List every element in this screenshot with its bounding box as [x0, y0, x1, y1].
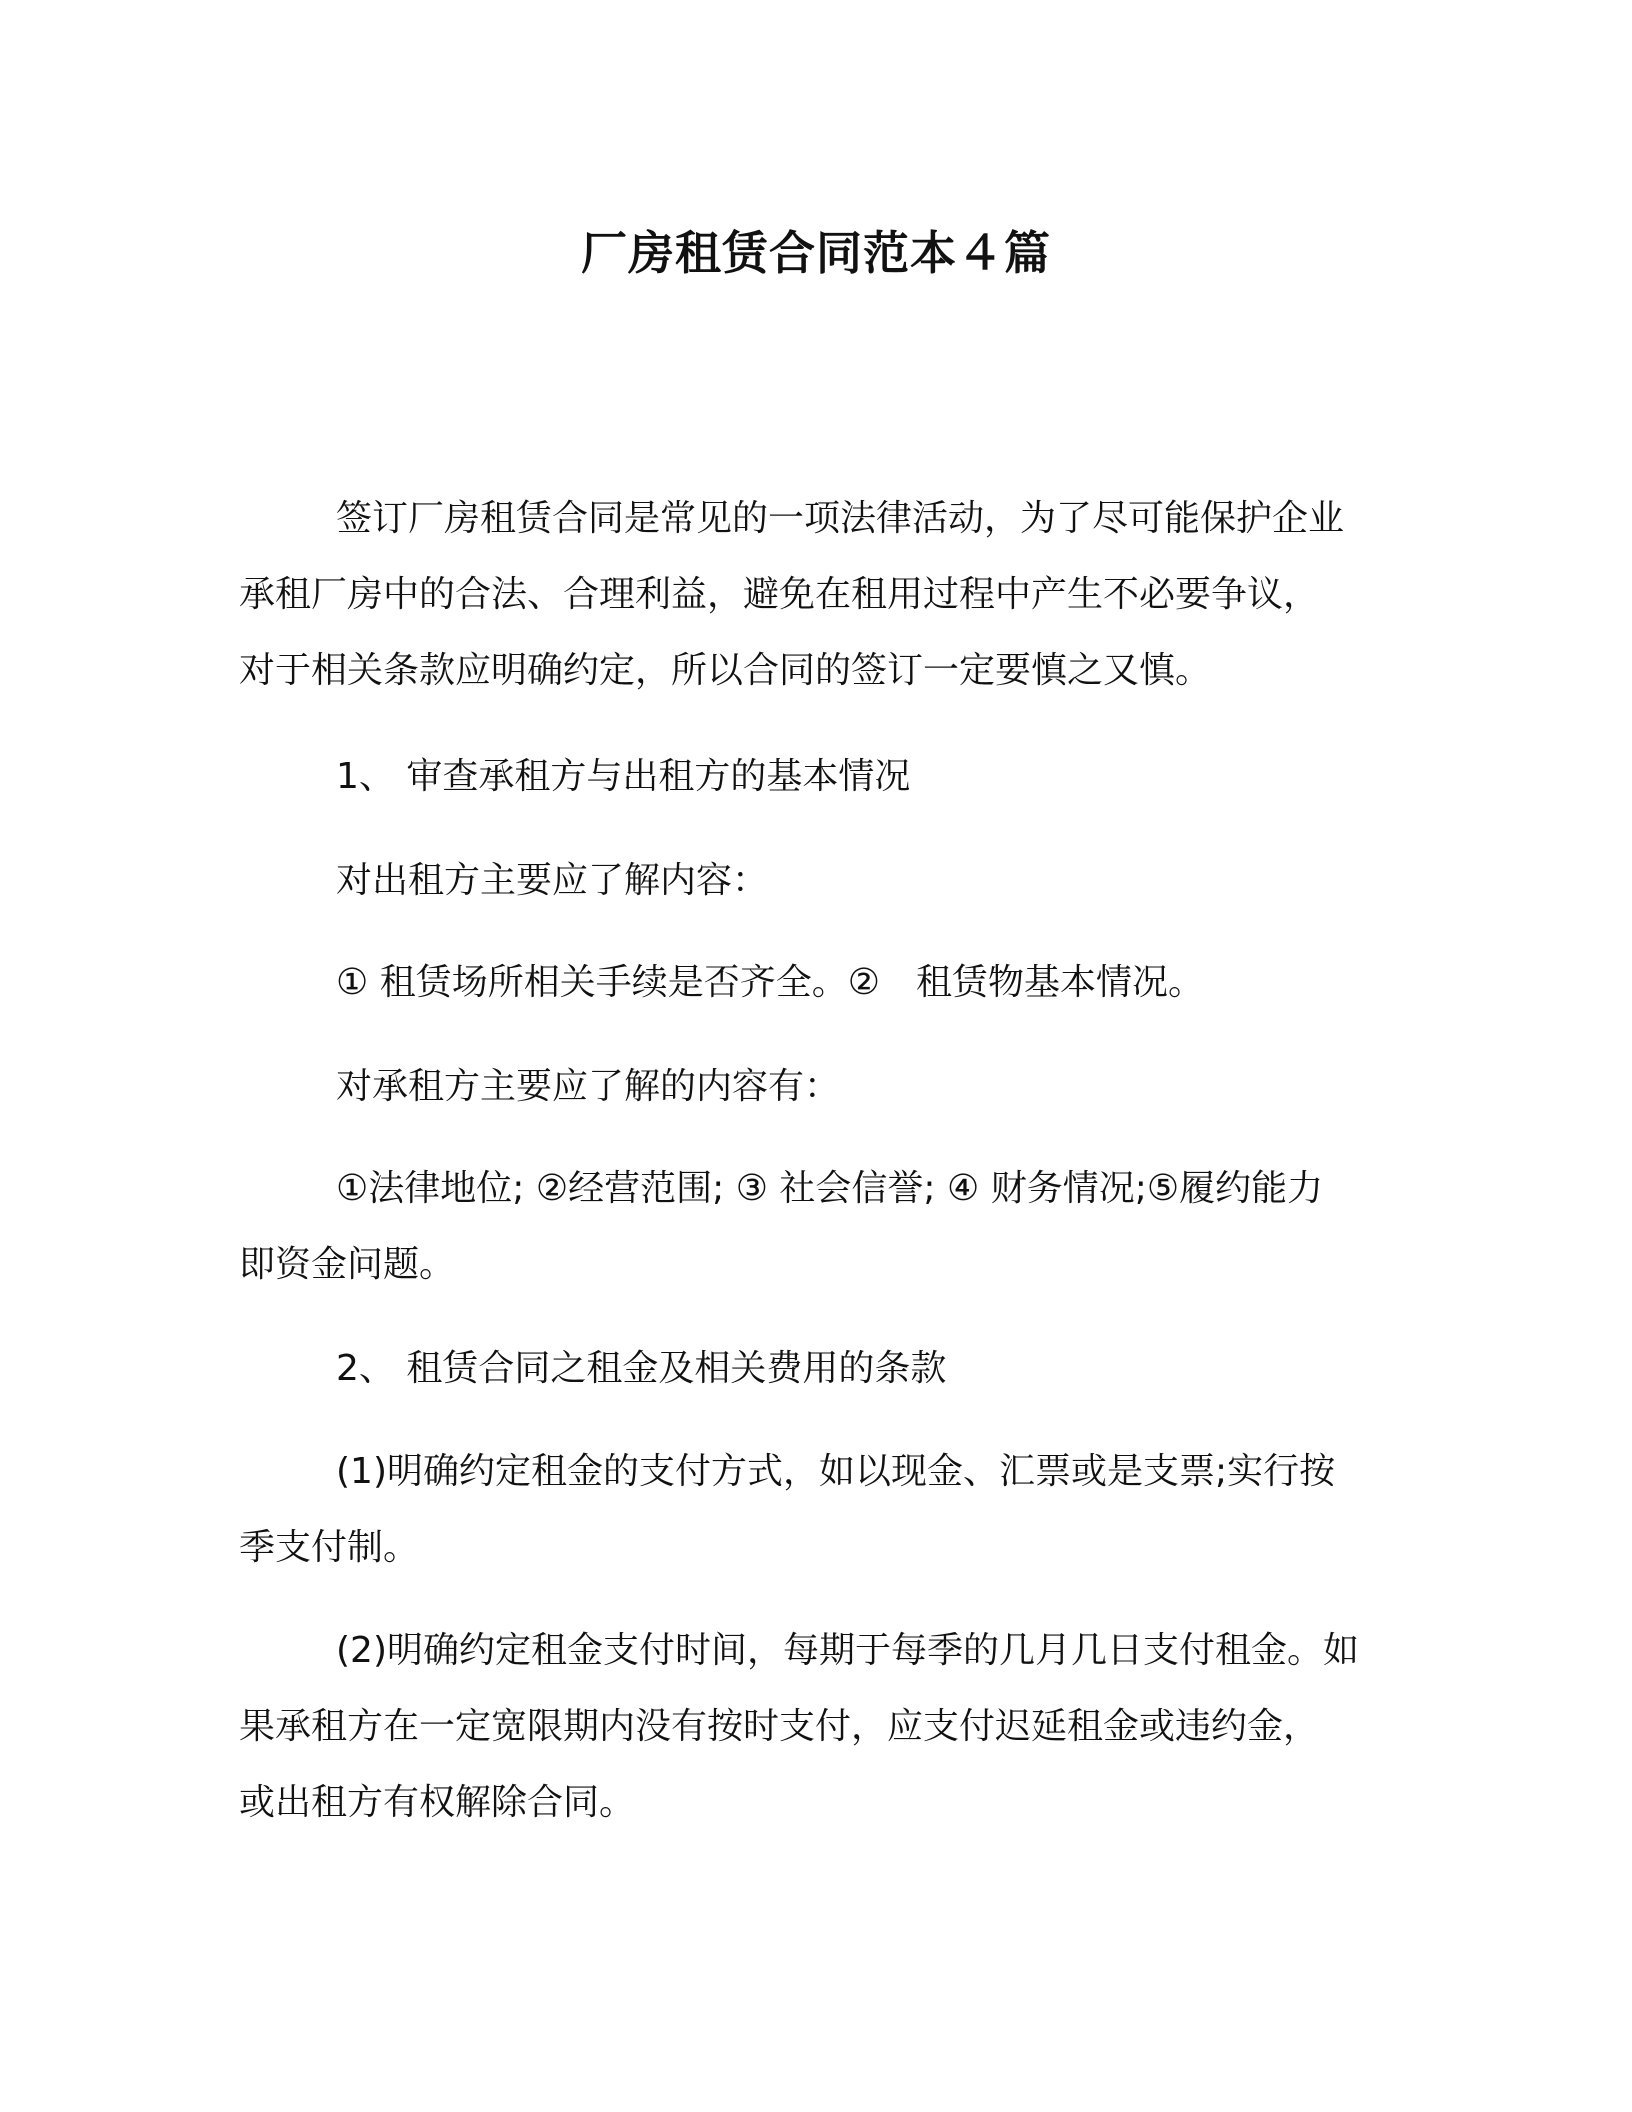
lessee-items-line-2: 即资金问题。	[239, 1244, 456, 1285]
clause-1	[239, 1434, 1399, 1586]
section-1-heading-text: 1、 审查承租方与出租方的基本情况	[336, 756, 911, 797]
lessee-heading-text: 对承租方主要应了解的内容有：	[336, 1066, 841, 1107]
clause-2-line-2: 果承租方在一定宽限期内没有按时支付，应支付迟延租金或违约金，	[239, 1706, 1320, 1747]
section-1-heading	[336, 739, 1399, 815]
document-title: 厂房租赁合同范本４篇	[581, 226, 1051, 280]
clause-2	[239, 1613, 1399, 1841]
lessor-items-text: ① 租赁场所相关手续是否齐全。② 租赁物基本情况。	[336, 962, 1204, 1003]
clause-2-line-3: 或出租方有权解除合同。	[239, 1782, 636, 1823]
lessor-heading-text: 对出租方主要应了解内容：	[336, 860, 769, 901]
lessee-heading	[336, 1049, 1399, 1125]
lessee-items	[239, 1151, 1399, 1303]
lessor-items	[336, 945, 1399, 1021]
lessor-heading	[336, 843, 1399, 919]
clause-1-line-1: (1)明确约定租金的支付方式，如以现金、汇票或是支票;实行按	[336, 1451, 1336, 1492]
intro-line-1: 签订厂房租赁合同是常见的一项法律活动，为了尽可能保护企业	[336, 498, 1345, 539]
intro-line-3: 对于相关条款应明确约定，所以合同的签订一定要慎之又慎。	[239, 650, 1212, 691]
intro-line-2: 承租厂房中的合法、合理利益，避免在租用过程中产生不必要争议，	[239, 574, 1320, 615]
intro-paragraph	[239, 481, 1399, 709]
section-2-heading-text: 2、 租赁合同之租金及相关费用的条款	[336, 1348, 947, 1389]
lessee-items-line-1: ①法律地位; ②经营范围; ③ 社会信誉; ④ 财务情况;⑤履约能力	[336, 1168, 1324, 1209]
section-2-heading	[336, 1331, 1399, 1407]
clause-2-line-1: (2)明确约定租金支付时间，每期于每季的几月几日支付租金。如	[336, 1630, 1359, 1671]
clause-1-line-2: 季支付制。	[239, 1527, 420, 1568]
